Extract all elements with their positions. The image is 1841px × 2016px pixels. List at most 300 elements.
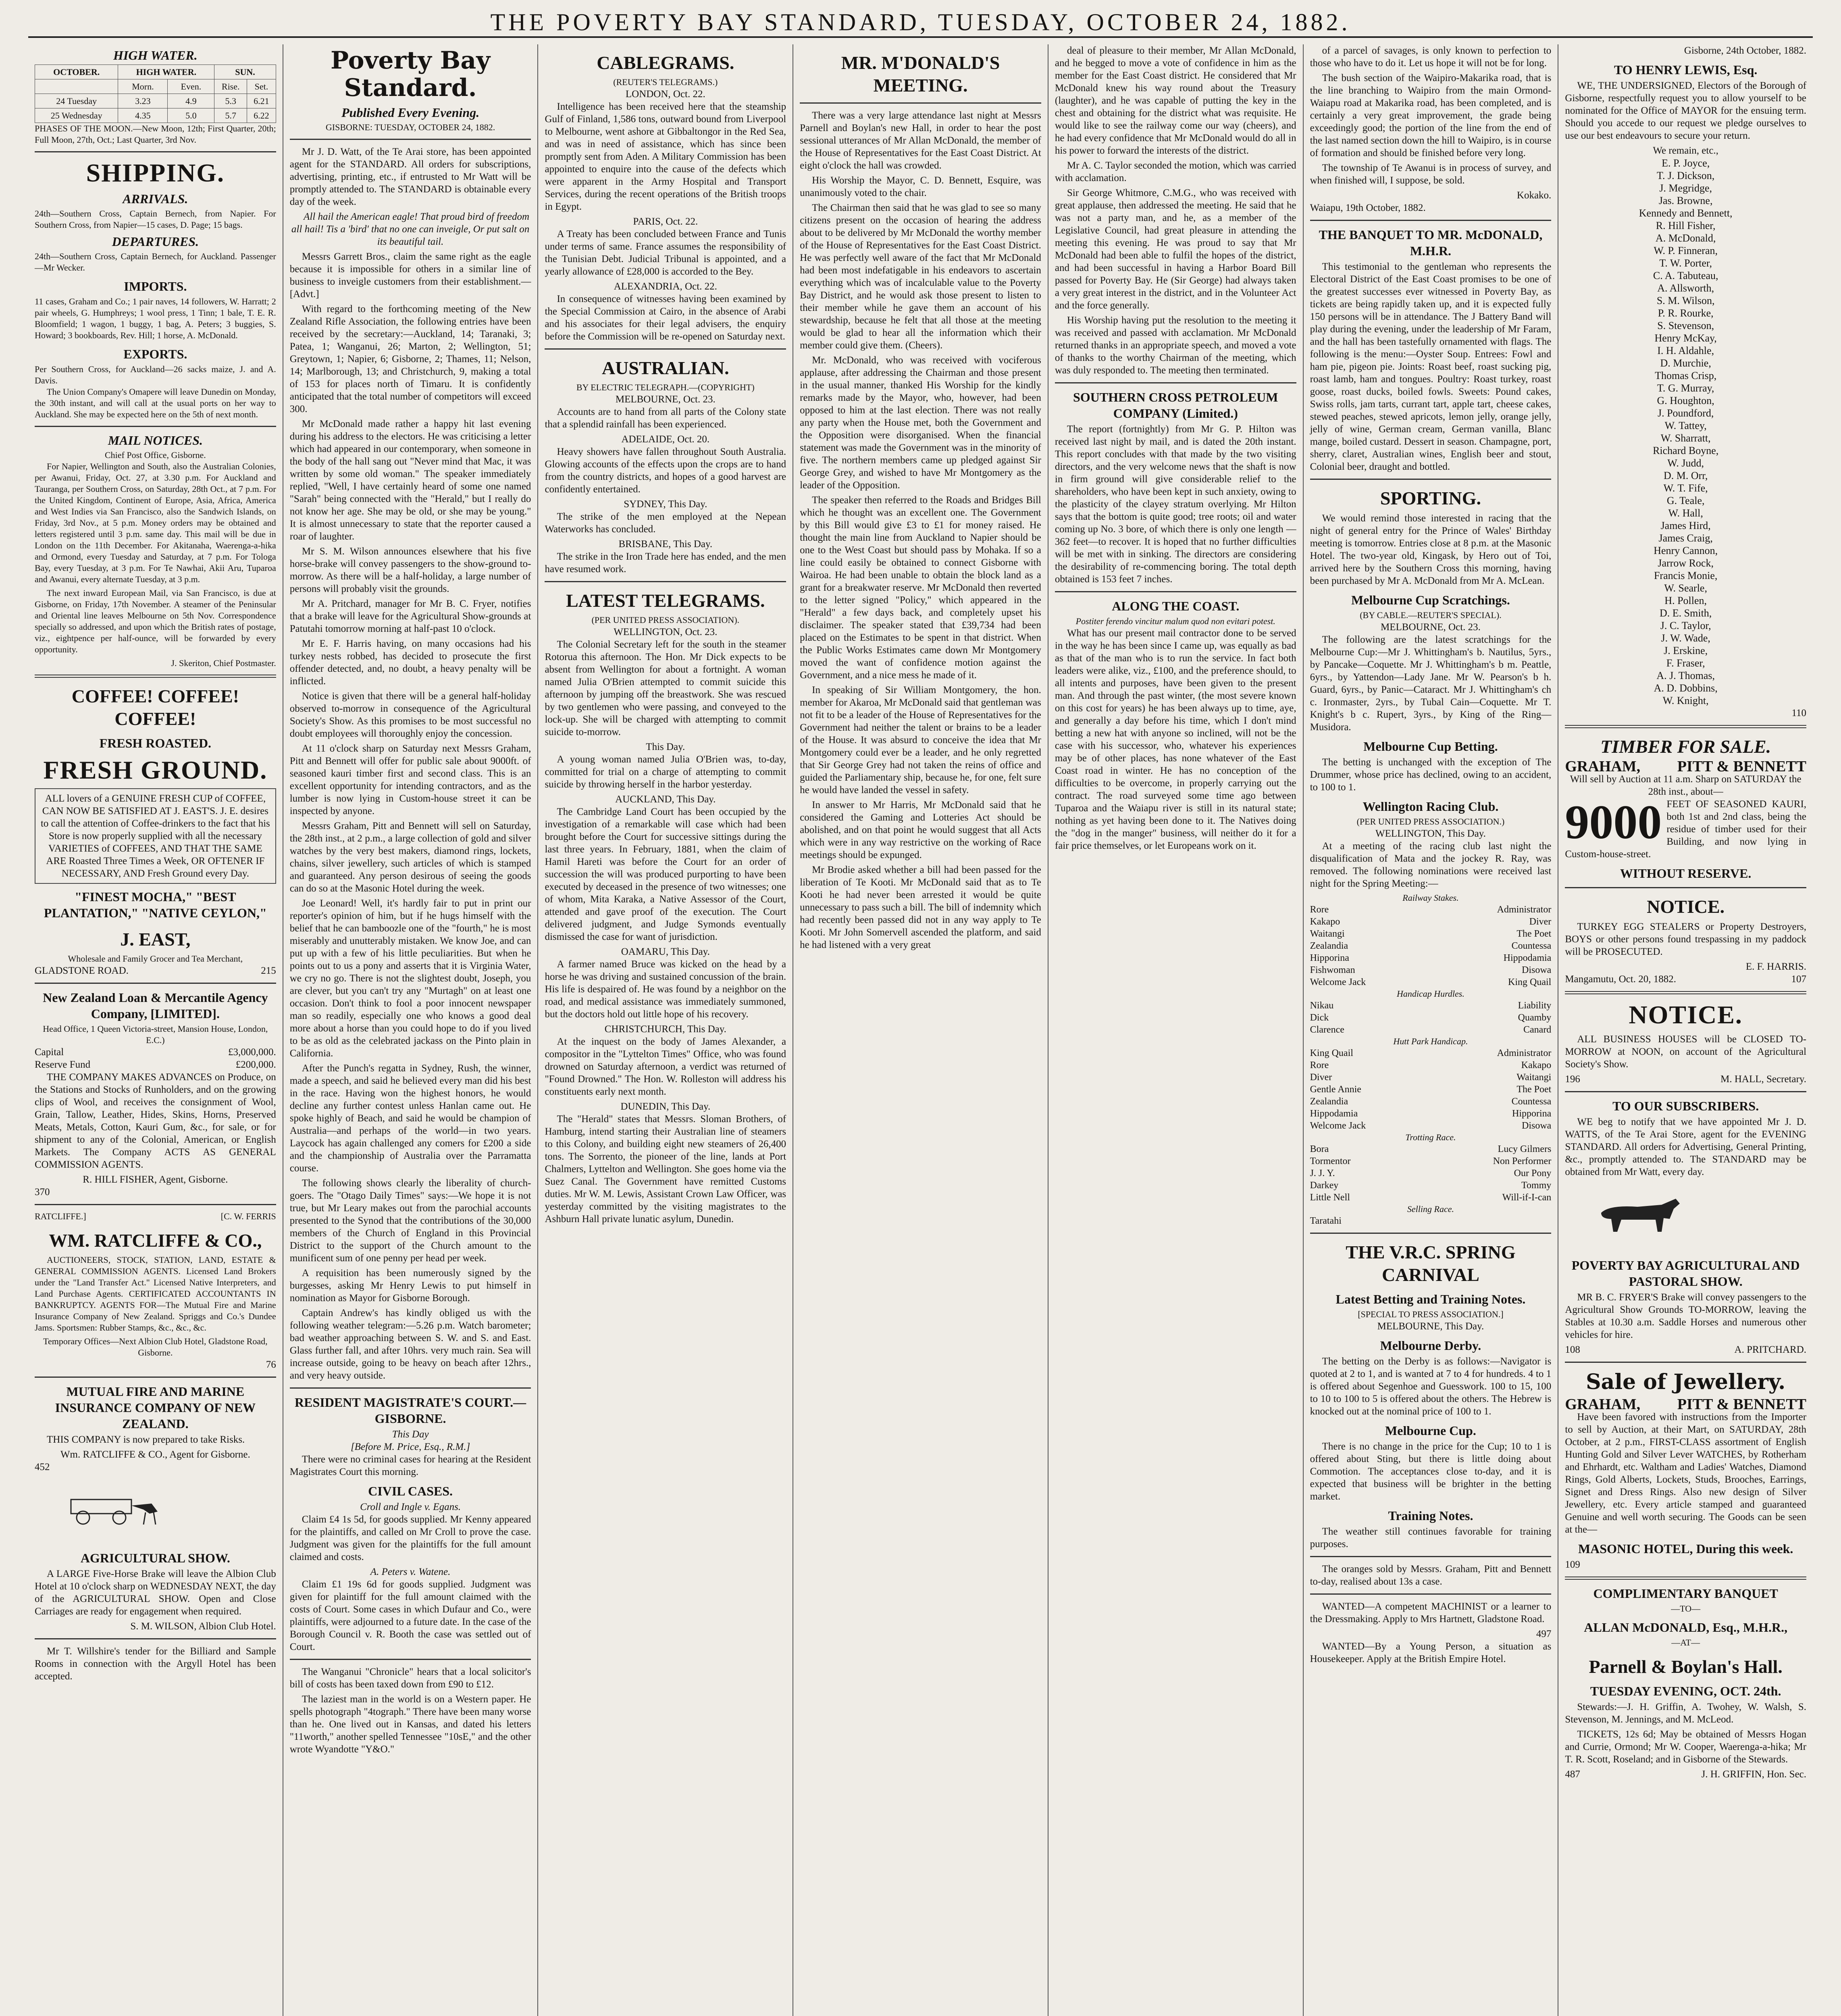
race-title: Hutt Park Handicap. [1393, 1036, 1468, 1046]
nzloan-agent: R. HILL FISHER, Agent, Gisborne. [83, 1174, 228, 1185]
mel-cup-text: The following are the latest scratchings for the Melbourne Cup:—Mr J. Whittingham's b. Nautilus, 5yrs., by Pancake—Coquette. Mr J. Whittingham's b m. Peattle, 6yrs., by Yattendon—Lady Jane. Mr W. Pearson's b h. Guard, 6yrs., by Panic—Cataract. Mr J. Whittingham's ch c. Ironmaster, 2yrs., by Tubal Cain—Coquette. Mr T. Knight's b c. Rupert, 3yrs., by King of the Ring—Musidora. [1310, 634, 1552, 733]
wrc-sub: (PER UNITED PRESS ASSOCIATION.) [1356, 816, 1505, 827]
scpc-text: The report (fortnightly) from Mr G. P. Hilton was received last night by mail, and is dated the 20th instant. This report concludes with that made by the two visiting directors, and the very welcome news that the shaft is now in firm ground will give considerable relief to the shareholders, who have been kept in such anxiety, owing to the plasticity of the clayey stratum overlying. Mr Hilton says that the bottom is quite good; tree roots; oil and water coming up No. 3 bore, of which there is only one length —362 feet—to recover. It is hoped that no further difficulties will be met with in sinking. The directors are considering the desirability of re-commencing boring. The total depth obtained is 153 feet 7 inches. [1055, 424, 1296, 585]
training-heading: Training Notes. [1388, 1508, 1473, 1523]
notice-sig: E. F. HARRIS. [1745, 961, 1807, 972]
ratcliffe-tag-right: [C. W. FERRIS [221, 1211, 276, 1221]
race-pair: Hipporina Hippodamia [1310, 953, 1552, 963]
pbap-text: MR B. C. FRYER'S Brake will convey passengers to the Agricultural Show Grounds TO-MORROW, leaving the Stables at 10.30 a.m. Saddle Horses and numerous other vehicles for hire. [1565, 1292, 1807, 1340]
vrc-heading: THE V.R.C. SPRING CARNIVAL [1346, 1242, 1516, 1285]
nzloan-text: THE COMPANY MAKES ADVANCES on Produce, on the Stations and Stocks of Runholders, and on the growing clips of Wool, and receives the consignment of Wool, Grain, Tallow, Leather, Hides, Skins, Horns, Preserved Meats, Metals, Cotton, Kauri Gum, &c., for sale, or for shipment to any of the Colonial, American, or English Markets. The Company ACTS AS GENERAL COMMISSION AGENTS. [35, 1072, 276, 1170]
j-east-sub: Wholesale and Family Grocer and Tea Merchant, [68, 954, 243, 964]
race-pair: Taratahi [1310, 1216, 1342, 1226]
sporting-text: We would remind those interested in racing that the night of general entry for the Prince of Wales' Birthday meeting is tomorrow. Entries close at 8 p.m. at the Masonic Hotel. The two-year old, Kingask, by Hero out of Toi, arrived here by the Southern Cross this morning, having been purchased by Mr A. McDonald from Mr A. McLean. [1310, 513, 1552, 586]
article-para: At 11 o'clock sharp on Saturday next Messrs Graham, Pitt and Bennett will offer for public sale about 9000ft. of seasoned kauri timber first and second class. This is an excellent opportunity for intending contractors, and as the lumber is now lying in Custom-house street it can be inspected by anyone. [289, 743, 531, 816]
paper-title: Poverty Bay Standard. [331, 46, 491, 102]
nzloan-office: Head Office, 1 Queen Victoria-street, Mansion House, London, E.C.) [43, 1024, 268, 1045]
rm-court-heading: RESIDENT MAGISTRATE'S COURT.—GISBORNE. [295, 1395, 526, 1426]
exports-text: Per Southern Cross, for Auckland—26 sacks maize, J. and A. Davis. [35, 364, 276, 385]
union-notice: The Union Company's Omapere will leave Dunedin on Monday, the 30th instant, and will call at the usual ports on her way to Auckland. She may be expected here on the 5th of next month. [35, 387, 276, 419]
signatory: I. H. Aldahle, [1657, 345, 1714, 356]
signatory: A. Allsworth, [1657, 282, 1714, 294]
article-para: The following shows clearly the liberality of church-goers. The "Otago Daily Times" says:—We hope it is not true, but Mr Leary makes out from the parochial accounts presented to the Synod that the contributions of the 30,000 members of the Church of England in this Provincial District to the support of the Church amount to the munificent sum of one penny per head per week. [289, 1178, 531, 1264]
ratcliffe-title: WM. RATCLIFFE & CO., [49, 1230, 262, 1251]
race-pair: Rore Administrator [1310, 904, 1552, 915]
article-para: After the Punch's regatta in Sydney, Rush, the winner, made a speech, and said he believed every man did his best in the race. Having won the highest honors, he would decline any further contest unless Hanlan came out. He spoke highly of Beach, and said he would be champion of Australia—and perhaps of the world—in two years. Laycock has again challenged any comers for £200 a side and the championship of Australia over the Parramatta course. [289, 1063, 531, 1174]
gpb-logo: GRAHAM, PITT & BENNETT [1565, 1396, 1807, 1413]
race-pair: Zealandia Countessa [1310, 1096, 1552, 1107]
article-para: Mr E. F. Harris having, on many occasions had his turkey nests robbed, has decided to prosecute the first offender detected, and, no doubt, a heavy penalty will be inflicted. [289, 638, 531, 687]
j-east: J. EAST, [120, 929, 191, 950]
signatory: C. A. Tabuteau, [1653, 270, 1718, 281]
column-2 [283, 44, 539, 2016]
subscribers-text: WE beg to notify that we have appointed Mr J. D. WATTS, of the Te Arai Store, agent for the EVENING STANDARD. All orders for Advertising, General Printing, &c., promptly attended to. The STANDARD may be obtained from Mr Watt, every day. [1565, 1116, 1807, 1177]
article-para: Notice is given that there will be a general half-holiday observed to-morrow in consequence of the Agricultural Society's Show. As this promises to be most successful no doubt employees will thoroughly enjoy the concession. [289, 691, 531, 739]
signatory: F. Fraser, [1666, 657, 1705, 669]
column-4 [793, 44, 1048, 2016]
wrc-text: At a meeting of the racing club last night the disqualification of Mata and the jockey R. Ray, was removed. The following nominations were received last night for the Spring Meeting:— [1310, 841, 1552, 889]
ratcliffe-office: Temporary Offices—Next Albion Club Hotel, Gladstone Road, Gisborne. [43, 1336, 268, 1358]
signatory: T. J. Dickson, [1657, 170, 1715, 181]
article-para: The speaker then referred to the Roads and Bridges Bill which he thought was an excellent one. The Government by this Bill would give £3 to £1 for money raised. He thought the main line from Auckland to Napier should be one to the West Coast but should pass by Mohaka. If so a line could easily be obtained to connect Gisborne with Wairoa. He had been unable to obtain the block land as a grant for a breakwater reserve. Mr McDonald then reverted to the letter signed "Policy," which appeared in the "Herald" a few days back, and completely upset his disclaimer. The speaker stated that £39,734 had been placed on the Estimates to be spent in that district. When the Public Works Estimates came down Mr Montgomery moved the want of confidence motion against the Government, and a nice mess he made of it. [800, 495, 1041, 681]
race-list [1310, 1215, 1552, 1227]
mail-text-2: The next inward European Mail, via San Francisco, is due at Gisborne, on Friday, 17th November. A steamer of the Peninsular and Oriental line leaves Melbourne on 5th Nov. Correspondence specially so addressed, and upon which the British rates of postage, viz., eightpence per half-ounce, will be forwarded by every opportunity. [35, 588, 276, 654]
article-para: Mr A. Pritchard, manager for Mr B. C. Fryer, notifies that a brake will leave for the Agricultural Show-grounds at Patutahi tomorrow morning at half-past 10 o'clock. [289, 598, 531, 634]
signatory: J. C. Taylor, [1660, 620, 1711, 631]
signatory: A. J. Thomas, [1656, 670, 1715, 681]
race-title: Selling Race. [1407, 1204, 1454, 1214]
ad-number: 487 [1565, 1769, 1580, 1780]
tide-col-water: HIGH WATER. [118, 65, 214, 79]
ad-number: 107 [1791, 974, 1807, 985]
pbap-sig: A. PRITCHARD. [1734, 1344, 1807, 1355]
subscribers-heading: TO OUR SUBSCRIBERS. [1612, 1099, 1759, 1113]
signatory: W. Knight, [1662, 695, 1709, 706]
dispatch-text: The strike in the Iron Trade here has ended, and the men have resumed work. [545, 551, 786, 575]
signatory: G. Houghton, [1657, 395, 1714, 406]
race-pair: Nikau Liability [1310, 1000, 1552, 1011]
published: Published Every Evening. [341, 105, 480, 120]
machinist-ad: WANTED—A competent MACHINIST or a learner to the Dressmaking. Apply to Mrs Hartnett, Gladstone Road. [1310, 1601, 1552, 1624]
mail-office: Chief Post Office, Gisborne. [104, 450, 206, 460]
signatory: E. P. Joyce, [1662, 157, 1710, 169]
j-east-address: GLADSTONE ROAD. [35, 965, 129, 976]
dispatch-place: MELBOURNE, Oct. 23. [615, 394, 716, 405]
cablegrams-heading: CABLEGRAMS. [597, 52, 734, 73]
race-list [1310, 1000, 1552, 1036]
signatory: R. Hill Fisher, [1656, 220, 1716, 231]
ad-number: 196 [1565, 1074, 1580, 1085]
masonic-line: MASONIC HOTEL, During this week. [1578, 1541, 1793, 1556]
column-6 [1304, 44, 1559, 2016]
race-pair: Kakapo Diver [1310, 916, 1552, 927]
exports-heading: EXPORTS. [123, 347, 187, 361]
rm-before: [Before M. Price, Esq., R.M.] [350, 1441, 470, 1452]
coffee-banner: COFFEE! COFFEE! COFFEE! [71, 686, 239, 729]
notice-heading: NOTICE. [1647, 896, 1725, 917]
dispatch-text: At the inquest on the body of James Alexander, a compositor in the "Lyttelton Times" Office, who was found drowned on Saturday afternoon, a verdict was returned of "Found Drowned." The Hon. W. Rolleston will address his constituents early next month. [545, 1036, 786, 1097]
article-sig-date: Waiapu, 19th October, 1882. [1310, 202, 1426, 213]
civil-case-title: A. Peters v. Watene. [370, 1566, 451, 1577]
race-pair: Dick Quamby [1310, 1012, 1552, 1023]
race-pair: Clarence Canard [1310, 1025, 1552, 1035]
race-list [1310, 1047, 1552, 1132]
coffee-ad: ALL lovers of a GENUINE FRESH CUP of COFFEE, CAN NOW BE SATISFIED AT J. EAST'S. J. E. desires to call the attention of Coffee-drinkers to the fact that his Store is now properly supplied with all the necessary VARIETIES of COFFEES, AND THAT THE SAME ARE Roasted Three Times a Week, OR OFTENER IF NECESSARY, AND Fresh Ground every Day. [35, 788, 276, 884]
race-pair: Welcome Jack Disowa [1310, 1120, 1552, 1131]
race-pair: Welcome Jack King Quail [1310, 977, 1552, 987]
article-para: The township of Te Awanui is in process of survey, and when finished will, I suppose, be sold. [1310, 162, 1552, 186]
reserve-row: Reserve Fund £200,000. [35, 1059, 276, 1070]
signatory: W. Judd, [1667, 457, 1704, 469]
ratcliffe-text: AUCTIONEERS, STOCK, STATION, LAND, ESTATE & GENERAL COMMISSION AGENTS. Licensed Land Brokers under the "Land Transfer Act." Licensed Native Interpreters, and Land Purchase Agents. CERTIFICATED ACCOUNTANTS IN BANKRUPTCY. AGENTS FOR—The Mutual Fire and Marine Insurance Company of New Zealand. Spriggs and Co.'s Dundee Jams. Sportsmen: Rubber Stamps, &c., &c., &c. [35, 1255, 276, 1333]
to-lewis: TO HENRY LEWIS, Esq. [1614, 62, 1758, 77]
article-para: With regard to the forthcoming meeting of the New Zealand Rifle Association, the following entries have been received by the secretary:—Auckland, 14; Taranaki, 3; Patea, 1; Wanganui, 26; Marton, 2; Wellington, 51; Greytown, 1; Napier, 6; Gisborne, 2; Thames, 11; Nelson, 14; Marlborough, 13; and Christchurch, 9, making a total of 153 for places north of Timaru. It is confidently anticipated that the total number of competitors will exceed 300. [289, 304, 531, 414]
dateline: GISBORNE: TUESDAY, OCTOBER 24, 1882. [325, 122, 495, 132]
dispatch-place: ADELAIDE, Oct. 20. [621, 434, 710, 445]
mail-text: For Napier, Wellington and South, also the Australian Colonies, per Awanui, Friday, Oct. 27, at 3.30 p.m. For Auckland and Tauranga, per Southern Cross, on Saturday, 28th Oct., at 7 p.m. For the United Kingdom, Continent of Europe, Asia, Africa, America and West Indies via San Francisco, also the Sandwich Islands, on Friday, 3rd Nov., at 5 p.m. Money orders may be obtained and letters registered until 3 p.m. same day. This mail will be due in London on the 11th December. For Akitanaha, Waerenga-a-hika and Ormond, every Tuesday and Saturday, at 7 p.m. For Tologa Bay, every Tuesday, at 3 p.m. For Te Nawhai, Akii Aru, Tuparoa and Awanui, every alternate Tuesday, at 3 p.m. [35, 461, 276, 584]
signatory: W. Searle, [1664, 582, 1707, 594]
horse-brake-illustration [47, 1477, 168, 1538]
dispatch-text: Accounts are to hand from all parts of the Colony state that a splendid rainfall has been experienced. [545, 406, 786, 430]
signatory: James Craig, [1658, 532, 1713, 544]
dispatch-text: The Cambridge Land Court has been occupied by the investigation of a remarkable will case which had been brought before the Court for successive sittings during the last three years. In February, 1881, when the claim of Hamil Hareti was before the Court for an order of succession the will was produced purporting to have been executed by deceased in the presence of two witnesses; one of whom, Mita Karaka, a Native Assessor of the Court, attended and gave proof of the execution. The Court delivered judgment, and Judge Symonds eventually dismissed the case for want of jurisdiction. [545, 806, 786, 942]
without-reserve: WITHOUT RESERVE. [1620, 866, 1752, 881]
mcdonald-meeting-heading: MR. M'DONALD'S MEETING. [841, 52, 1000, 96]
vrc-special: [SPECIAL TO PRESS ASSOCIATION.] [1358, 1309, 1504, 1319]
tide-row: 25 Wednesday 4.35 5.0 5.7 6.22 [35, 108, 276, 123]
article-para: The bush section of the Waipiro-Makarika road, that is the line branching to Waipiro from the main Ormond-Waiapu road at Makarika road, has been completed, and is certainly a very great improvement, the grade being exceedingly good; the portion of the line from the end of the last named section down the hill to Waipiro, is in course of formation and should be finished before very long. [1310, 73, 1552, 158]
signatory: J. W. Wade, [1661, 632, 1710, 644]
article-para: His Worship the Mayor, C. D. Bennett, Esquire, was unanimously voted to the chair. [800, 175, 1041, 198]
dispatch-place: WELLINGTON, Oct. 23. [614, 627, 718, 637]
mel-betting-heading: Melbourne Cup Betting. [1363, 739, 1498, 754]
article-para: Captain Andrew's has kindly obliged us with the following weather telegram:—5.26 p.m. Watch barometer; bad weather approaching between S. W. and S. and East. Glass further fall, and after 10hrs. very much rain. Sea will increase outside, going to be heavy on beach after 12hrs., and very heavy outside. [289, 1308, 531, 1381]
race-pair: Fishwoman Disowa [1310, 965, 1552, 975]
article-para: Mr. McDonald, who was received with vociferous applause, after addressing the Chairman and those present in the usual manner, thanked His Worship for the kindly remarks made by the Mayor, who, however, had been opposed to him at the last election. There was not really any party when the House met, both the Government and the Opposition were disorganised. When the financial statement was made the Government was in the minority of five. The northern members came up pledged against Sir George Grey, and wished to have Mr Montgomery as the leader of the Opposition. [800, 355, 1041, 491]
race-pair: Rore Kakapo [1310, 1060, 1552, 1070]
article-para: There was a very large attendance last night at Messrs Parnell and Boylan's new Hall, in order to hear the post sessional utterances of Mr Allan McDonald, the member of the House of Representatives for the East Coast District. At eight o'clock the hall was crowded. [800, 110, 1041, 171]
signatory: G. Teale, [1666, 495, 1705, 506]
dispatch-text: Intelligence has been received here that the steamship Gulf of Finland, 1,586 tons, outward bound from Liverpool to Melbourne, went ashore at Gibbaltongor in the Red Sea, and was in need of assistance, which has since been promptly sent from Aden. A Military Commission has been appointed to enquire into the cause of the defects which were apparent in the Army Hospital and Transport Services, during the recent operations of the British troops in Egypt. [545, 101, 786, 212]
race-list [1310, 1143, 1552, 1204]
young-person-ad: WANTED—By a Young Person, a situation as Housekeeper. Apply at the British Empire Hotel. [1310, 1641, 1552, 1664]
rm-text: There were no criminal cases for hearing at the Resident Magistrates Court this morning. [289, 1454, 531, 1477]
mutual-text: THIS COMPANY is now prepared to take Risks. [47, 1434, 245, 1445]
capital-row: Capital £3,000,000. [35, 1047, 276, 1058]
ad-number: 110 [1791, 708, 1807, 719]
article-para: Mr A. C. Taylor seconded the motion, which was carried with acclamation. [1055, 160, 1296, 183]
jewellery-text: Have been favored with instructions from the Importer to sell by Auction, at their Mart, on SATURDAY, 28th October, at 2 p.m., FIRST-CLASS assortment of English Hunting Gold and Silver Lever WATCHES, by Rotherham and Ehrhardt, etc. Waltham and Ladies' Watches, Diamond Rings, Gold Alberts, Lockets, Studs, Brooches, Earrings, Signet and Dress Rings. Also new design of Silver Jewellery, etc. Every article stamped and guaranteed Genuine and well worth securing. The Goods can be seen at the— [1565, 1412, 1807, 1535]
civil-case-title: Croll and Ingle v. Egans. [360, 1502, 461, 1512]
article-para: His Worship having put the resolution to the meeting it was received and passed with acclamation. Mr McDonald returned thanks in an appropriate speech, and moved a vote of thanks to the worthy Chairman of the meeting, which was duly responded to. The meeting then terminated. [1055, 315, 1296, 376]
dispatch-text: The Colonial Secretary left for the south in the steamer Rotorua this afternoon. The Hon. Mr Dick expects to be absent from Wellington for about a fortnight. A woman named Julia O'Brien attempted to commit suicide this afternoon by jumping off the breastwork. She was rescued by two gentlemen who were passing, and conveyed to the lock-up. She will be charged with attempting to commit suicide to-morrow. [545, 639, 786, 737]
tickets: TICKETS, 12s 6d; May be obtained of Messrs Hogan and Currie, Ormond; Mr W. Cooper, Waerenga-a-hika; Mr T. R. Scott, Roseland; and in Gisborne of the Stewards. [1565, 1729, 1807, 1765]
signatory: W. T. Fife, [1663, 482, 1708, 494]
pbap-heading: POVERTY BAY AGRICULTURAL AND PASTORAL SHOW. [1571, 1258, 1800, 1289]
mail-heading: MAIL NOTICES. [108, 433, 203, 448]
dispatch-text: The strike of the men employed at the Nepean Waterworks has concluded. [545, 511, 786, 535]
dispatch-place: OAMARU, This Day. [621, 946, 710, 957]
article-signature: Kokako. [1516, 190, 1552, 201]
reuters-line: (REUTER'S TELEGRAMS.) [613, 77, 718, 87]
arrivals-heading: ARRIVALS. [123, 192, 188, 206]
comp-sig: J. H. GRIFFIN, Hon. Sec. [1701, 1769, 1807, 1780]
race-pair: Tormentor Non Performer [1310, 1156, 1552, 1166]
notice-text: TURKEY EGG STEALERS or Property Destroyers, BOYS or other persons found trespassing in my paddock will be PROSECUTED. [1565, 921, 1807, 957]
oranges-text: The oranges sold by Messrs. Graham, Pitt and Bennett to-day, realised about 13s a case. [1310, 1564, 1552, 1587]
laziest-text: The laziest man in the world is on a Western paper. He spells photograph "4tograph." There have been many worse than he. One lived out in Kansas, and dated his letters "11worth," another spelled Tennessee "10sE," and the other wrote Wyandotte "Y&O." [289, 1694, 531, 1755]
article-para: of a parcel of savages, is only known to perfection to those who have to do it. Let us hope it will not be for long. [1310, 45, 1552, 69]
horse-illustration [1577, 1185, 1698, 1245]
signatory: D. Murchie, [1660, 357, 1711, 369]
columns [28, 44, 1813, 2016]
dispatch-place: WELLINGTON, This Day. [1375, 828, 1486, 839]
signatory: Francis Monie, [1654, 570, 1718, 581]
ad-number: 76 [266, 1359, 276, 1370]
signatory: S. Stevenson, [1657, 320, 1714, 331]
race-pair: J. J. Y. Our Pony [1310, 1168, 1552, 1179]
fresh-roasted: FRESH ROASTED. [99, 736, 212, 750]
tide-table [35, 65, 276, 123]
dispatch-place: ALEXANDRIA, Oct. 22. [614, 281, 717, 292]
signatory: W. P. Finneran, [1654, 245, 1718, 256]
civil-cases-heading: CIVIL CASES. [368, 1484, 453, 1498]
dispatch-place: AUCKLAND, This Day. [615, 794, 716, 805]
departures-text: 24th—Southern Cross, Captain Bernech, for Auckland. Passenger—Mr Wecker. [35, 251, 276, 273]
race-pair: Gentle Annie The Poet [1310, 1084, 1552, 1095]
tide-sub: Rise. [214, 79, 247, 94]
tide-col-sun: SUN. [214, 65, 276, 79]
comp-to: —TO— [1671, 1604, 1701, 1614]
imports-heading: IMPORTS. [124, 279, 187, 294]
article-para: A requisition has been numerously signed by the burgesses, asking Mr Henry Lewis to put himself in nomination as Mayor for Gisborne Borough. [289, 1268, 531, 1304]
banquet-text: This testimonial to the gentleman who represents the Electoral District of the East Coast promises to be one of the greatest successes ever witnessed in Poverty Bay, as tickets are being rapidly taken up, and it is expected fully 150 persons will be in attendance. The J Battery Band will play during the evening, under the leadership of Mr Faram, and the hall has been tastefully ornamented with flags. The following is the menu:—Oyster Soup. Entrees: Fowl and ham pie, pigeon pie. Joints: Roast beef, roast sucking pig, roast lamb, ham and tongues. Poultry: Roast turkey, roast goose, roast ducks, boiled fowls. Sweets: Pound cakes, Swiss rolls, jam tarts, currant tart, apple tart, cheese cakes, stewed peaches, stewed apricots, lemon jelly, orange jelly, jelly of wine, German cream, German vanilla, Blanc mange, boiled custard. Dessert in season. Champagne, port, sherry, claret, Australian wines, English beer and stout, Colonial beer, draught and bottled. [1310, 261, 1552, 472]
signatory: P. R. Rourke, [1658, 307, 1714, 319]
tide-heading: HIGH WATER. [113, 48, 198, 62]
race-title: Railway Stakes. [1402, 893, 1459, 903]
signatory: H. Pollen, [1664, 595, 1707, 606]
mutual-agent: Wm. RATCLIFFE & CO., Agent for Gisborne. [60, 1449, 250, 1460]
banquet-heading: THE BANQUET TO MR. McDONALD, M.H.R. [1319, 227, 1543, 258]
cup-text: There is no change in the price for the Cup; 10 to 1 is offered about Sting, but there is little doing about Commotion. The acceptances close to-day, and it is expected that business will be brighter in the betting market. [1310, 1441, 1552, 1502]
mel-cup-scratchings-heading: Melbourne Cup Scratchings. [1351, 593, 1510, 607]
coast-heading: ALONG THE COAST. [1112, 599, 1240, 613]
gpb-logo: GRAHAM, PITT & BENNETT [1565, 758, 1807, 775]
article-para: The Chairman then said that he was glad to see so many citizens present on the occasion of hearing the address about to be delivered by Mr McDonald the worthy member of the House of Representatives for the East Coast District. He was perfectly well aware of the fact that Mr McDonald had been most indefatigable in his endeavors to ascertain everything which was of incalculable value to the Poverty Bay District, and he would ask those present to listen to their member while he gave them an account of his stewardship, because he felt that all those at the meeting would be glad to hear all the information which their member could give them. (Cheers). [800, 202, 1041, 351]
letter-head: Gisborne, 24th October, 1882. [1684, 45, 1807, 56]
timber-big-number: 9000 [1565, 798, 1662, 849]
signatory-list [1565, 157, 1806, 707]
masthead: THE POVERTY BAY STANDARD, TUESDAY, OCTOBER 24, 1882. [28, 8, 1813, 38]
dispatch-place: LONDON, Oct. 22. [625, 89, 705, 100]
australian-heading: AUSTRALIAN. [601, 358, 729, 378]
signatory: Kennedy and Bennett, [1639, 207, 1733, 219]
race-pair: Darkey Tommy [1310, 1180, 1552, 1191]
mel-betting-text: The betting is unchanged with the exception of The Drummer, whose price has declined, owing to an accident, to 100 to 1. [1310, 757, 1552, 793]
signatory: T. W. Porter, [1659, 257, 1712, 269]
wanganui-text: The Wanganui "Chronicle" hears that a local solicitor's bill of costs has been taxed down from £90 to £12. [289, 1666, 531, 1690]
agri-show-sig: S. M. WILSON, Albion Club Hotel. [130, 1621, 276, 1632]
race-title: Trotting Race. [1405, 1132, 1456, 1142]
notice-heading: NOTICE. [1629, 1000, 1743, 1029]
race-pair: Bora Lucy Gilmers [1310, 1144, 1552, 1154]
stewards: Stewards:—J. H. Griffin, A. Twohey, W. Walsh, S. Stevenson, M. Jennings, and M. McLeod. [1565, 1702, 1807, 1725]
article-para: Sir George Whitmore, C.M.G., who was received with great applause, then addressed the meeting. He said that he was not a party man, and he, as a member of the Legislative Council, had great pleasure in attending the meeting this evening. He was proud to say that Mr McDonald had been able to fulfil the hopes of the district, and had been successful in having a Harbor Board Bill passed for Poverty Bay. He (Sir George) had always taken a very great interest in the district, and in the Volunteer Act and the force generally. [1055, 187, 1296, 311]
dispatch-text: The "Herald" states that Messrs. Sloman Brothers, of Hamburg, intend starting their Australian line of steamers to this Colony, and building eight new steamers of 26,400 tons. The Sorrento, the pioneer of the line, lands at Port Chalmers, Lyttelton and Wellington. She goes home via the Suez Canal. The Government have remitted Customs duties. Mr W. M. Lewis, Assistant Crown Law Officer, was yesterday committed by the visiting magistrates to the Ashburn Hall private lunatic asylum, Dunedin. [545, 1114, 786, 1225]
coast-text: What has our present mail contractor done to be served in the way he has been since I came up, was equally as bad as that of the man who is to run the service. In fact both leaders were alike, viz., £100, and the preference should, to all intents and purposes, have been given to the present man. And through the past winter, (the most severe known on this cost for years) he has been always up to time, aye, and generally a day before his time, which I don't mind betting a new hat with anyone so inclined, will not be the case with his successor, who, whatever his experiences may be of other places, has none whatever of the East Coast road in winter. He has no conception of the difficulties to be overcome, in properly carrying out the contract. The road surveyed some time ago between Tuparoa and the Waiapu river is still in its natural state; nothing as yet having been done to it. The Natives doing the "dog in the manger" business, will neither do it for a fair price themselves, or let Europeans work on it. [1055, 628, 1296, 851]
latest-heading: LATEST TELEGRAMS. [566, 590, 765, 611]
sporting-heading: SPORTING. [1380, 488, 1481, 508]
derby-text: The betting on the Derby is as follows:—Navigator is quoted at 2 to 1, and is wanted at 7 to 4 for hundreds. 4 to 1 is offered about Segenhoe and Guesswork. 100 to 15, 100 to 10 to 100 to 5 is offered about the others. The Hebrew is knocked out at the nominal price of 100 to 1. [1310, 1356, 1552, 1417]
notice-sig: M. HALL, Secretary. [1720, 1074, 1807, 1085]
rm-day: This Day [392, 1429, 429, 1440]
race-list [1310, 904, 1552, 988]
dispatch-place: BRISBANE, This Day. [618, 539, 713, 550]
timber-text: FEET OF SEASONED KAURI, both 1st and 2nd class, being the residue of timber used for their Building, and now lying in Custom-house-street. [1565, 799, 1807, 860]
timber-auction: Will sell by Auction at 11 a.m. Sharp on SATURDAY the 28th inst., about— [1570, 774, 1801, 797]
signatory: D. E. Smith, [1660, 607, 1712, 619]
civil-case-text: Claim £4 1s 5d, for goods supplied. Mr Kenny appeared for the plaintiffs, and called on Mr Croll to prove the case. Judgment was given for the plaintiffs for the full amount claimed and costs. [289, 1514, 531, 1562]
race-pair: Zealandia Countessa [1310, 941, 1552, 951]
article-para: Messrs Garrett Bros., claim the same right as the eagle because it is impossible for others in a similar line of business to inveigle customers from their establishment.—[Advt.] [289, 251, 531, 300]
comp-at: —AT— [1671, 1637, 1700, 1647]
comp-date: TUESDAY EVENING, OCT. 24th. [1590, 1684, 1781, 1698]
dispatch-text: A farmer named Bruce was kicked on the head by a horse he was driving and sustained concussion of the brain. His life is despaired of. He was found by a neighbor on the road, and medical assistance was immediately summoned, but the doctors hold out little hope of his recovery. [545, 959, 786, 1020]
dispatch-text: A Treaty has been concluded between France and Tunis under terms of same. France assumes the responsibility of the Tunisian Debt. Judicial Tribunal is appointed, and a yearly allowance of £28,000 is accorded to the Bey. [545, 229, 786, 277]
mutual-title: MUTUAL FIRE AND MARINE INSURANCE COMPANY OF NEW ZEALAND. [55, 1384, 256, 1431]
article-para: In answer to Mr Harris, Mr McDonald said that he considered the Gaming and Lotteries Act should be abolished, and on that point he would suggest that all Acts which were in any way restrictive on the working of Race meetings should be expunged. [800, 800, 1041, 860]
signatory: W. Hall, [1668, 507, 1703, 519]
race-pair: Hippodamia Hipporina [1310, 1108, 1552, 1119]
coast-motto: Postiter ferendo vincitur malum quod non evitari potest. [1075, 616, 1275, 626]
training-text: The weather still continues favorable for training purposes. [1310, 1526, 1552, 1549]
article-para: Mr Brodie asked whether a bill had been passed for the liberation of Te Kooti. Mr McDonald said that as to Te Kooti he had never been arrested it would be quite unnecessary to pass such a bill. The bill of indemnity which had recently been passed did not in any way apply to Te Kooti. Mr John Somervell ascended the platform, and said he had listened with a very great [800, 864, 1041, 950]
race-title: Handicap Hurdles. [1397, 989, 1464, 999]
jewellery-heading: Sale of Jewellery. [1586, 1370, 1786, 1394]
dispatch-place: DUNEDIN, This Day. [620, 1101, 711, 1112]
signatory: W. Sharratt, [1660, 432, 1711, 444]
signatory: J. Megridge, [1659, 182, 1712, 194]
ad-number: 452 [35, 1462, 50, 1472]
signatory: S. M. Wilson, [1656, 295, 1715, 306]
tide-sub: Morn. [118, 79, 168, 94]
column-1 [28, 44, 283, 2016]
article-para: deal of pleasure to their member, Mr Allan McDonald, and he begged to move a vote of confidence in him as the member for the East Coast district. He considered that Mr McDonald knew his way round about the Treasury (laughter), and he was capable of putting the key in the chest and obtaining for the district what was requisite. He would like to see the railway come our way (cheers), and he had every confidence that Mr McDonald would do all in his power to forward the interests of the district. [1055, 45, 1296, 156]
electric-line: BY ELECTRIC TELEGRAPH.—(COPYRIGHT) [576, 382, 755, 392]
signatory: A. D. Dobbins, [1654, 682, 1718, 694]
departures-heading: DEPARTURES. [112, 234, 199, 249]
remain-line: We remain, etc., [1653, 145, 1718, 156]
column-3 [538, 44, 793, 2016]
article-para: Mr McDonald made rather a happy hit last evening during his address to the electors. He was criticising a letter which had appeared in our contemporary, when someone in the body of the hall sang out "Never mind that Mac, it was written by some old woman." The speaker immediately replied, "Well, I have certainly heard of some one named "Sarah" being connected with the "Herald," but I really do not know her age. She may be old, or she may be young." It is almost unnecessary to state that the reporter caused a roar of laughter. [289, 419, 531, 542]
dispatch-text: In consequence of witnesses having been examined by the Special Commission at Cairo, in the absence of Arabi and his associates for their legal advisers, the enquiry before the Commission will be re-opened on Saturday next. [545, 294, 786, 342]
signatory: Jarrow Rock, [1658, 557, 1714, 569]
signatory: J. Erskine, [1664, 645, 1708, 656]
ad-number: 108 [1565, 1344, 1580, 1355]
postmaster: J. Skeriton, Chief Postmaster. [171, 658, 276, 668]
ad-number: 215 [261, 965, 276, 976]
signatory: T. G. Murray, [1657, 382, 1714, 394]
signatory: J. Poundford, [1657, 407, 1714, 419]
race-pair: Diver Waitangi [1310, 1072, 1552, 1083]
comp-hall: Parnell & Boylan's Hall. [1589, 1656, 1783, 1677]
civil-case-text: Claim £1 19s 6d for goods supplied. Judgment was given for plaintiff for the full amount claimed with the costs of Court. Some cases in which Dufaur and Co., were plaintiffs, were adjourned to a future date. In the case of the Borough Council v. R. Booth the case was settled out of Court. [289, 1579, 531, 1652]
ratcliffe-tag-left: RATCLIFFE.] [35, 1211, 86, 1221]
signatory: Richard Boyne, [1653, 445, 1719, 456]
billiard-text: Mr T. Willshire's tender for the Billiard and Sample Rooms in connection with the Argyll Hotel has been accepted. [35, 1646, 276, 1682]
nzloan-title: New Zealand Loan & Mercantile Agency Company, [LIMITED]. [43, 990, 268, 1021]
article-para: Mr J. D. Watt, of the Te Arai store, has been appointed agent for the STANDARD. All orders for subscriptions, advertising, printing, etc., if entrusted to Mr Watt will be promptly attended to. The STANDARD is obtainable every day of the week. [289, 146, 531, 207]
signatory: James Hird, [1660, 520, 1711, 531]
race-pair: Waitangi The Poet [1310, 929, 1552, 939]
column-7 [1558, 44, 1813, 2016]
dispatch-place: MELBOURNE, Oct. 23. [1381, 622, 1481, 633]
article-para: Mr S. M. Wilson announces elsewhere that his five horse-brake will convey passengers to the show-ground to-morrow. As there will be a half-holiday, a large number of persons will probably visit the grounds. [289, 546, 531, 594]
race-pair: King Quail Administrator [1310, 1048, 1552, 1058]
signatory: D. M. Orr, [1663, 470, 1708, 481]
article-para: In speaking of Sir William Montgomery, the hon. member for Akaroa, Mr McDonald said that gentleman was not fit to be a leader of the House of Representatives for the Government had neither the talent or brains to be a leader of the House. It was absurd to conceive the idea that Mr Montgomery could ever be a leader, and he only regretted that Sir George Grey had not taken the reins of office and guided the Parliamentary ship, because he, for one, felt sure he would have landed the vessel in safety. [800, 685, 1041, 796]
finest-mocha: "FINEST MOCHA," "BEST PLANTATION," "NATIVE CEYLON," [44, 889, 267, 920]
mel-cup-sub: (BY CABLE.—REUTER'S SPECIAL). [1360, 610, 1502, 620]
signatory: Jas. Browne, [1658, 195, 1713, 206]
timber-heading: TIMBER FOR SALE. [1600, 736, 1771, 757]
lewis-text: WE, THE UNDERSIGNED, Electors of the Borough of Gisborne, respectfully request you to allow yourself to be nominated for the Office of MAYOR for the ensuing term. Should you accede to our request we pledge ourselves to use our best endeavours to secure your return. [1565, 80, 1807, 141]
article-verse: All hail the American eagle! That proud bird of freedom all hail! Tis a 'bird' that no one can inveigle, Or put salt on its beautiful tail. [291, 211, 530, 247]
signatory: Henry McKay, [1654, 332, 1717, 344]
race-pair: Little Nell Will-if-I-can [1310, 1192, 1552, 1203]
signatory: A. McDonald, [1655, 232, 1716, 244]
dispatch-text: A young woman named Julia O'Brien was, to-day, committed for trial on a charge of attempting to commit suicide by throwing herself in the harbor yesterday. [545, 754, 786, 790]
vrc-sub: Latest Betting and Training Notes. [1336, 1292, 1526, 1306]
tide-sub: Even. [168, 79, 214, 94]
agri-show-text: A LARGE Five-Horse Brake will leave the Albion Club Hotel at 10 o'clock sharp on WEDNESDAY NEXT, the day of the AGRICULTURAL SHOW. Open and Close Carriages are ready for engagement when required. [35, 1568, 276, 1617]
tide-row: 24 Tuesday 3.23 4.9 5.3 6.21 [35, 94, 276, 108]
derby-heading: Melbourne Derby. [1380, 1338, 1481, 1353]
tide-sub: Set. [247, 79, 276, 94]
scpc-heading: SOUTHERN CROSS PETROLEUM COMPANY (Limited.) [1073, 390, 1278, 421]
signatory: Henry Cannon, [1654, 545, 1718, 556]
dispatch-place: MELBOURNE, This Day. [1377, 1321, 1484, 1332]
signatory: W. Tattey, [1664, 420, 1707, 431]
ad-number: 109 [1565, 1559, 1580, 1570]
moon-phases: PHASES OF THE MOON.—New Moon, 12th; First Quarter, 20th; Full Moon, 27th, Oct.; Last Quarter, 3rd Nov. [35, 123, 276, 145]
cup-heading: Melbourne Cup. [1385, 1423, 1476, 1438]
dispatch-place: This Day. [646, 741, 685, 752]
arrivals-text: 24th—Southern Cross, Captain Bernech, from Napier. For Southern Cross, from Napier—15 cases, D. Page; 15 bags. [35, 208, 276, 230]
signatory: Thomas Crisp, [1655, 370, 1717, 381]
dispatch-place: SYDNEY, This Day. [624, 499, 707, 510]
dispatch-place: PARIS, Oct. 22. [633, 216, 698, 227]
article-para: Messrs Graham, Pitt and Bennett will sell on Saturday, the 28th inst., at 2 p.m., a large collection of gold and silver watches by the very best makers, diamond rings, lockets, chains, silver jewellery, such articles of which is stamped and guaranteed. Any person desirous of seeing the goods can do so at the Masonic Hotel during the week. [289, 821, 531, 894]
fresh-ground: FRESH GROUND. [43, 756, 268, 784]
shipping-heading: SHIPPING. [86, 158, 225, 187]
notice-date: Mangamutu, Oct. 20, 1882. [1565, 974, 1676, 985]
ad-number: 370 [35, 1187, 50, 1198]
imports-text: 11 cases, Graham and Co.; 1 pair naves, 14 followers, W. Harratt; 2 pair wheels, G. Humphreys; 1 wool press, 1 Tinn; 1 bale, T. E. R. Bloomfield; 1 wagon, 1 buggy, 1 bag, A. Peters; 3 buggies, S. Howard; 3 bookboards, Rev. Hill; 1 horse, A. McDonald. [35, 296, 276, 340]
ad-number: 497 [1536, 1629, 1552, 1639]
notice-text: ALL BUSINESS HOUSES will be CLOSED TO-MORROW at NOON, on account of the Agricultural Society's Show. [1565, 1034, 1807, 1070]
dispatch-text: Heavy showers have fallen throughout South Australia. Glowing accounts of the effects upon the crops are to hand from the country districts, and hopes of a good harvest are confidently entertained. [545, 446, 786, 495]
column-5 [1048, 44, 1304, 2016]
dispatch-place: CHRISTCHURCH, This Day. [604, 1024, 726, 1035]
agri-show-heading: AGRICULTURAL SHOW. [80, 1551, 230, 1565]
article-para: Joe Leonard! Well, it's hardly fair to put in print our reporter's opinion of him, but if he hugs himself with the belief that he can bamboozle one of the "fourth," he is most miserably and unutterably mistaken. We know Joe, and can put up with a few of his little peculiarities. But when he points out to us a pony and asserts that it is Virginia Water, we cry no go. There is not the slightest doubt, Joseph, you are clever, but you can't try any "Murtagh" on at least one occasion. Don't think to fool a poor innocent newspaper man so readily, especially one who knows a good deal more about a horse than you could hope to do if you lived to be as old as the celebrated jackass on the Pinto plain in California. [289, 898, 531, 1059]
comp-name: ALLAN McDONALD, Esq., M.H.R., [1584, 1620, 1788, 1635]
tide-col-month: OCTOBER. [35, 65, 118, 79]
wrc-heading: Wellington Racing Club. [1363, 799, 1499, 814]
upa-line: (PER UNITED PRESS ASSOCIATION). [591, 615, 740, 625]
comp-banquet: COMPLIMENTARY BANQUET [1593, 1586, 1778, 1601]
